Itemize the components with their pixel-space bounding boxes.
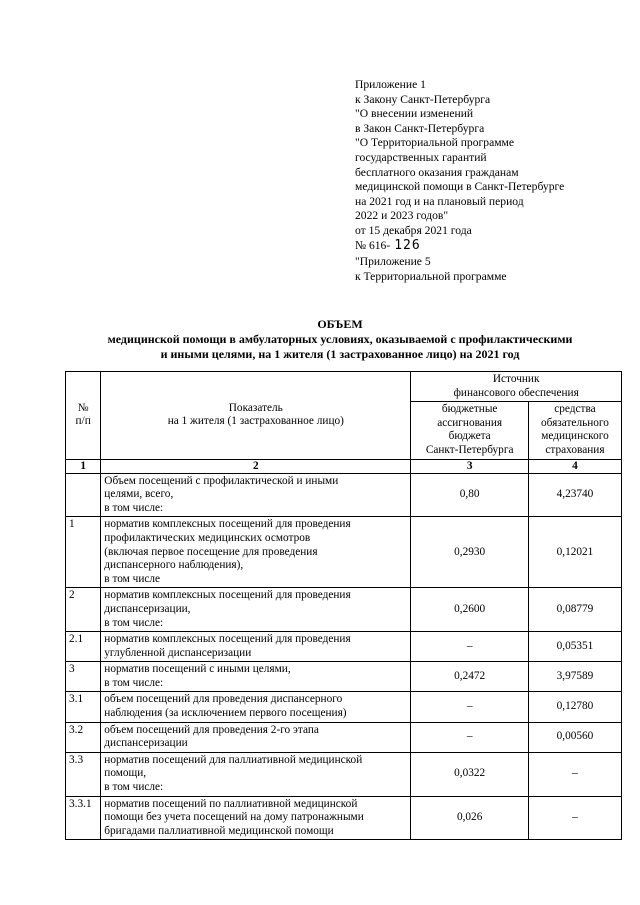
row-budget: 0,2930 [411, 517, 529, 588]
annex5-line: к Территориальной программе [355, 269, 507, 283]
row-num [66, 473, 101, 517]
row-oms: 0,12021 [528, 517, 621, 588]
row-num: 2 [66, 588, 101, 632]
annex-line: в Закон Санкт-Петербурга [355, 121, 485, 135]
annex-line: медицинской помощи в Санкт-Петербурге [355, 180, 565, 194]
table-row [66, 796, 622, 840]
law-number-handwritten: 126 [394, 237, 421, 253]
annex-line: 2022 и 2023 годов" [355, 209, 449, 223]
row-indicator: объем посещений для проведения 2-го этапа диспансеризации [101, 722, 411, 752]
row-oms: 0,12780 [528, 692, 621, 722]
header-num: № п/п [66, 372, 101, 460]
row-budget: 0,2600 [411, 588, 529, 632]
row-oms: 0,08779 [528, 588, 621, 632]
document-title [60, 317, 620, 362]
table-row [66, 517, 622, 588]
annex-header [355, 78, 625, 253]
row-oms: 0,05351 [528, 632, 621, 662]
row-budget: – [411, 692, 529, 722]
row-budget: 0,026 [411, 796, 529, 840]
row-budget: 0,2472 [411, 662, 529, 692]
row-num: 1 [66, 517, 101, 588]
column-number: 1 [66, 459, 101, 473]
annex-line: на 2021 год и на плановый период [355, 194, 524, 208]
row-indicator: норматив комплексных посещений для проведения углубленной диспансеризации [101, 632, 411, 662]
law-number-prefix: № 616- [355, 238, 391, 252]
annex-line: "О внесении изменений [355, 107, 474, 121]
annex-line: от 15 декабря 2021 года [355, 223, 472, 237]
row-num: 2.1 [66, 632, 101, 662]
row-budget: – [411, 722, 529, 752]
table-row [66, 722, 622, 752]
row-budget: 0,0322 [411, 752, 529, 796]
row-budget: 0,80 [411, 473, 529, 517]
table-row [66, 632, 622, 662]
title-line: и иными целями, на 1 жителя (1 застрахованное лицо) на 2021 год [160, 347, 520, 361]
row-oms: 3,97589 [528, 662, 621, 692]
row-indicator: норматив посещений с иными целями, в том числе: [101, 662, 411, 692]
law-number [355, 239, 625, 254]
annex-line: к Закону Санкт-Петербурга [355, 92, 491, 106]
title-line: медицинской помощи в амбулаторных условиях, оказываемой с профилактическими [107, 332, 573, 346]
annex5-line: "Приложение 5 [355, 255, 431, 268]
table-row [66, 752, 622, 796]
header-source: Источник финансового обеспечения [411, 372, 622, 402]
table-row [66, 473, 622, 517]
column-number-row [66, 459, 622, 473]
table-header-row [66, 372, 622, 402]
volume-table [65, 371, 622, 840]
column-number: 4 [528, 459, 621, 473]
row-oms: 0,00560 [528, 722, 621, 752]
annex-line: государственных гарантий [355, 150, 487, 164]
row-indicator: Объем посещений с профилактической и иными целями, всего, в том числе: [101, 473, 411, 517]
header-oms: средства обязательного медицинского страхования [528, 402, 621, 459]
row-indicator: норматив комплексных посещений для проведения диспансеризации, в том числе: [101, 588, 411, 632]
row-budget: – [411, 632, 529, 662]
header-indicator: Показатель на 1 жителя (1 застрахованное лицо) [101, 372, 411, 460]
row-num: 3.3.1 [66, 796, 101, 840]
row-indicator: объем посещений для проведения диспансерного наблюдения (за исключением первого посещения) [101, 692, 411, 722]
row-indicator: норматив комплексных посещений для проведения профилактических медицинских осмотров (включая первое посещение для проведения диспансерного наблюдения), в том числе [101, 517, 411, 588]
row-num: 3 [66, 662, 101, 692]
annex-line: Приложение 1 [355, 78, 426, 91]
row-num: 3.2 [66, 722, 101, 752]
row-num: 3.3 [66, 752, 101, 796]
table-row [66, 692, 622, 722]
annex-line: бесплатного оказания гражданам [355, 165, 519, 179]
row-oms: 4,23740 [528, 473, 621, 517]
table-row [66, 588, 622, 632]
title-line: ОБЪЕМ [317, 317, 363, 331]
row-oms: – [528, 796, 621, 840]
row-indicator: норматив посещений для паллиативной медицинской помощи, в том числе: [101, 752, 411, 796]
row-oms: – [528, 752, 621, 796]
annex-line: "О Территориальной программе [355, 136, 515, 150]
row-indicator: норматив посещений по паллиативной медицинской помощи без учета посещений на дому патронажными бригадами паллиативной медицинской помощи [101, 796, 411, 840]
annex5-reference [355, 255, 507, 284]
header-budget: бюджетные ассигнования бюджета Санкт-Петербурга [411, 402, 529, 459]
column-number: 2 [101, 459, 411, 473]
table-row [66, 662, 622, 692]
column-number: 3 [411, 459, 529, 473]
row-num: 3.1 [66, 692, 101, 722]
